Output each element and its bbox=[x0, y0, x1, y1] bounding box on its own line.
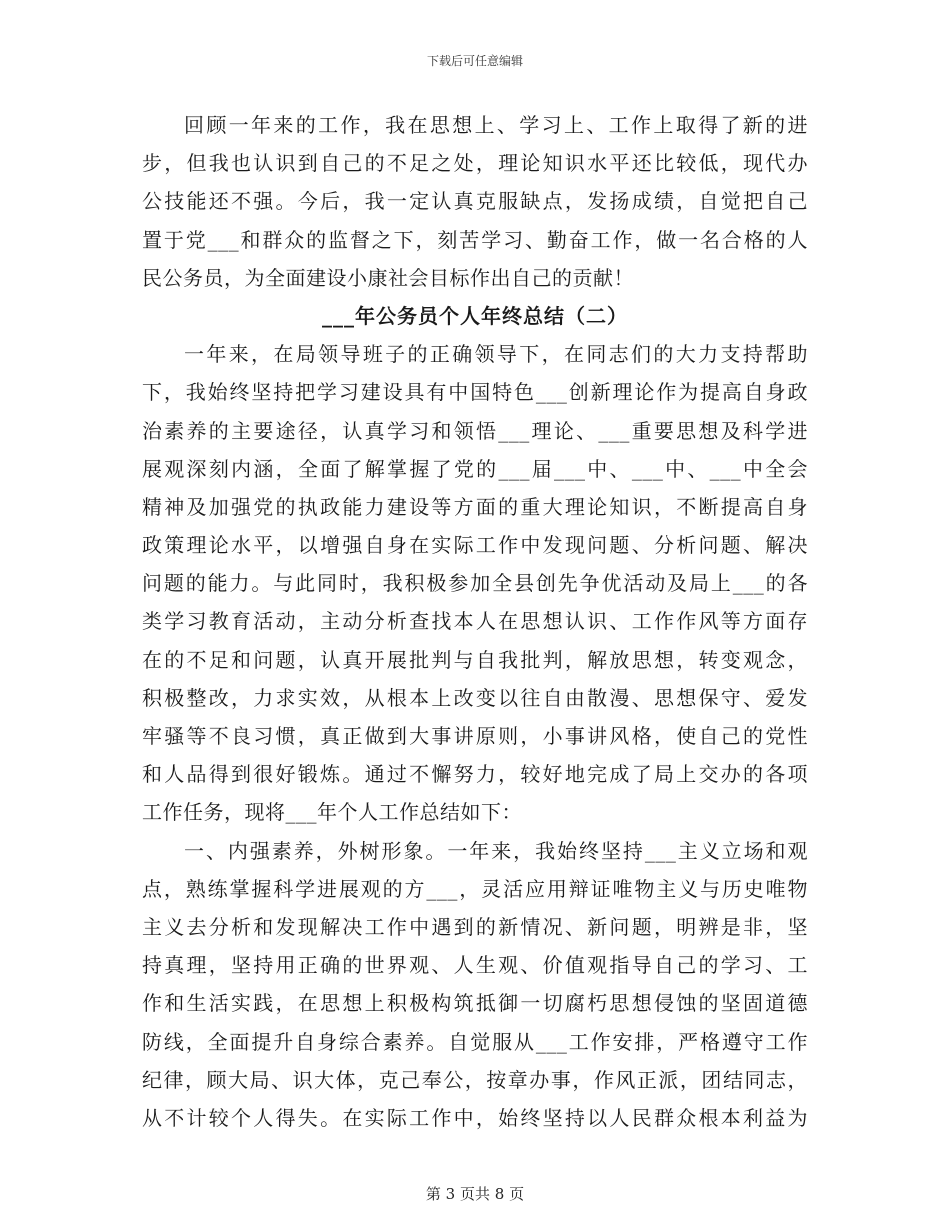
paragraph-line: 和人品得到很好锻炼。通过不懈努力，较好地完成了局上交办的各项 bbox=[142, 762, 808, 787]
paragraph-line: 持真理，坚持用正确的世界观、人生观、价值观指导自己的学习、工 bbox=[142, 953, 808, 978]
paragraph-line: 置于党___和群众的监督之下，刻苦学习、勤奋工作，做一名合格的人 bbox=[142, 227, 808, 252]
paragraph-line: 工作任务，现将___年个人工作总结如下： bbox=[142, 800, 522, 825]
paragraph-line: 纪律，顾大局、识大体，克己奉公，按章办事，作风正派，团结同志， bbox=[142, 1067, 808, 1092]
paragraph-line: 在的不足和问题，认真开展批判与自我批判，解放思想，转变观念， bbox=[142, 647, 808, 672]
page-header: 下载后可任意编辑 bbox=[426, 54, 523, 68]
paragraph-line: 积极整改，力求实效，从根本上改变以往自由散漫、思想保守、爱发 bbox=[142, 685, 808, 710]
page-number: 第 3 页共 8 页 bbox=[425, 1185, 525, 1203]
paragraph-line: 回顾一年来的工作，我在思想上、学习上、工作上取得了新的进 bbox=[184, 113, 808, 137]
paragraph-line: 治素养的主要途径，认真学习和领悟___理论、___重要思想及科学进 bbox=[142, 418, 808, 443]
paragraph-line: 一年来，在局领导班子的正确领导下，在同志们的大力支持帮助 bbox=[184, 342, 808, 367]
paragraph-line: 问题的能力。与此同时，我积极参加全县创先争优活动及局上___的各 bbox=[142, 571, 808, 596]
section-heading: ___年公务员个人年终总结（二） bbox=[322, 303, 628, 328]
paragraph-line: 作和生活实践，在思想上积极构筑抵御一切腐朽思想侵蚀的坚固道德 bbox=[142, 991, 808, 1016]
paragraph-line: 一、内强素养，外树形象。一年来，我始终坚持___主义立场和观 bbox=[184, 838, 808, 863]
paragraph-line: 牢骚等不良习惯，真正做到大事讲原则，小事讲风格，使自己的党性 bbox=[142, 724, 808, 748]
paragraph-line: 从不计较个人得失。在实际工作中，始终坚持以人民群众根本利益为 bbox=[142, 1105, 808, 1130]
document-body bbox=[142, 106, 808, 1137]
paragraph-line: 精神及加强党的执政能力建设等方面的重大理论知识，不断提高自身 bbox=[142, 494, 808, 519]
paragraph-line: 下，我始终坚持把学习建设具有中国特色___创新理论作为提高自身政 bbox=[142, 380, 808, 405]
paragraph-line: 类学习教育活动，主动分析查找本人在思想认识、工作作风等方面存 bbox=[142, 609, 808, 634]
paragraph-line: 政策理论水平，以增强自身在实际工作中发现问题、分析问题、解决 bbox=[142, 533, 808, 558]
paragraph-line: 公技能还不强。今后，我一定认真克服缺点，发扬成绩，自觉把自己 bbox=[142, 189, 808, 214]
paragraph-line: 步，但我也认识到自己的不足之处，理论知识水平还比较低，现代办 bbox=[142, 151, 808, 176]
paragraph-line: 防线，全面提升自身综合素养。自觉服从___工作安排，严格遵守工作 bbox=[142, 1029, 808, 1054]
paragraph-line: 主义去分析和发现解决工作中遇到的新情况、新问题，明辨是非，坚 bbox=[142, 914, 808, 939]
paragraph-line: 民公务员，为全面建设小康社会目标作出自己的贡献！ bbox=[142, 265, 634, 290]
paragraph-line: 点，熟练掌握科学进展观的方___，灵活应用辩证唯物主义与历史唯物 bbox=[142, 876, 808, 901]
paragraph-line: 展观深刻内涵，全面了解掌握了党的___届___中、___中、___中全会 bbox=[142, 456, 808, 481]
